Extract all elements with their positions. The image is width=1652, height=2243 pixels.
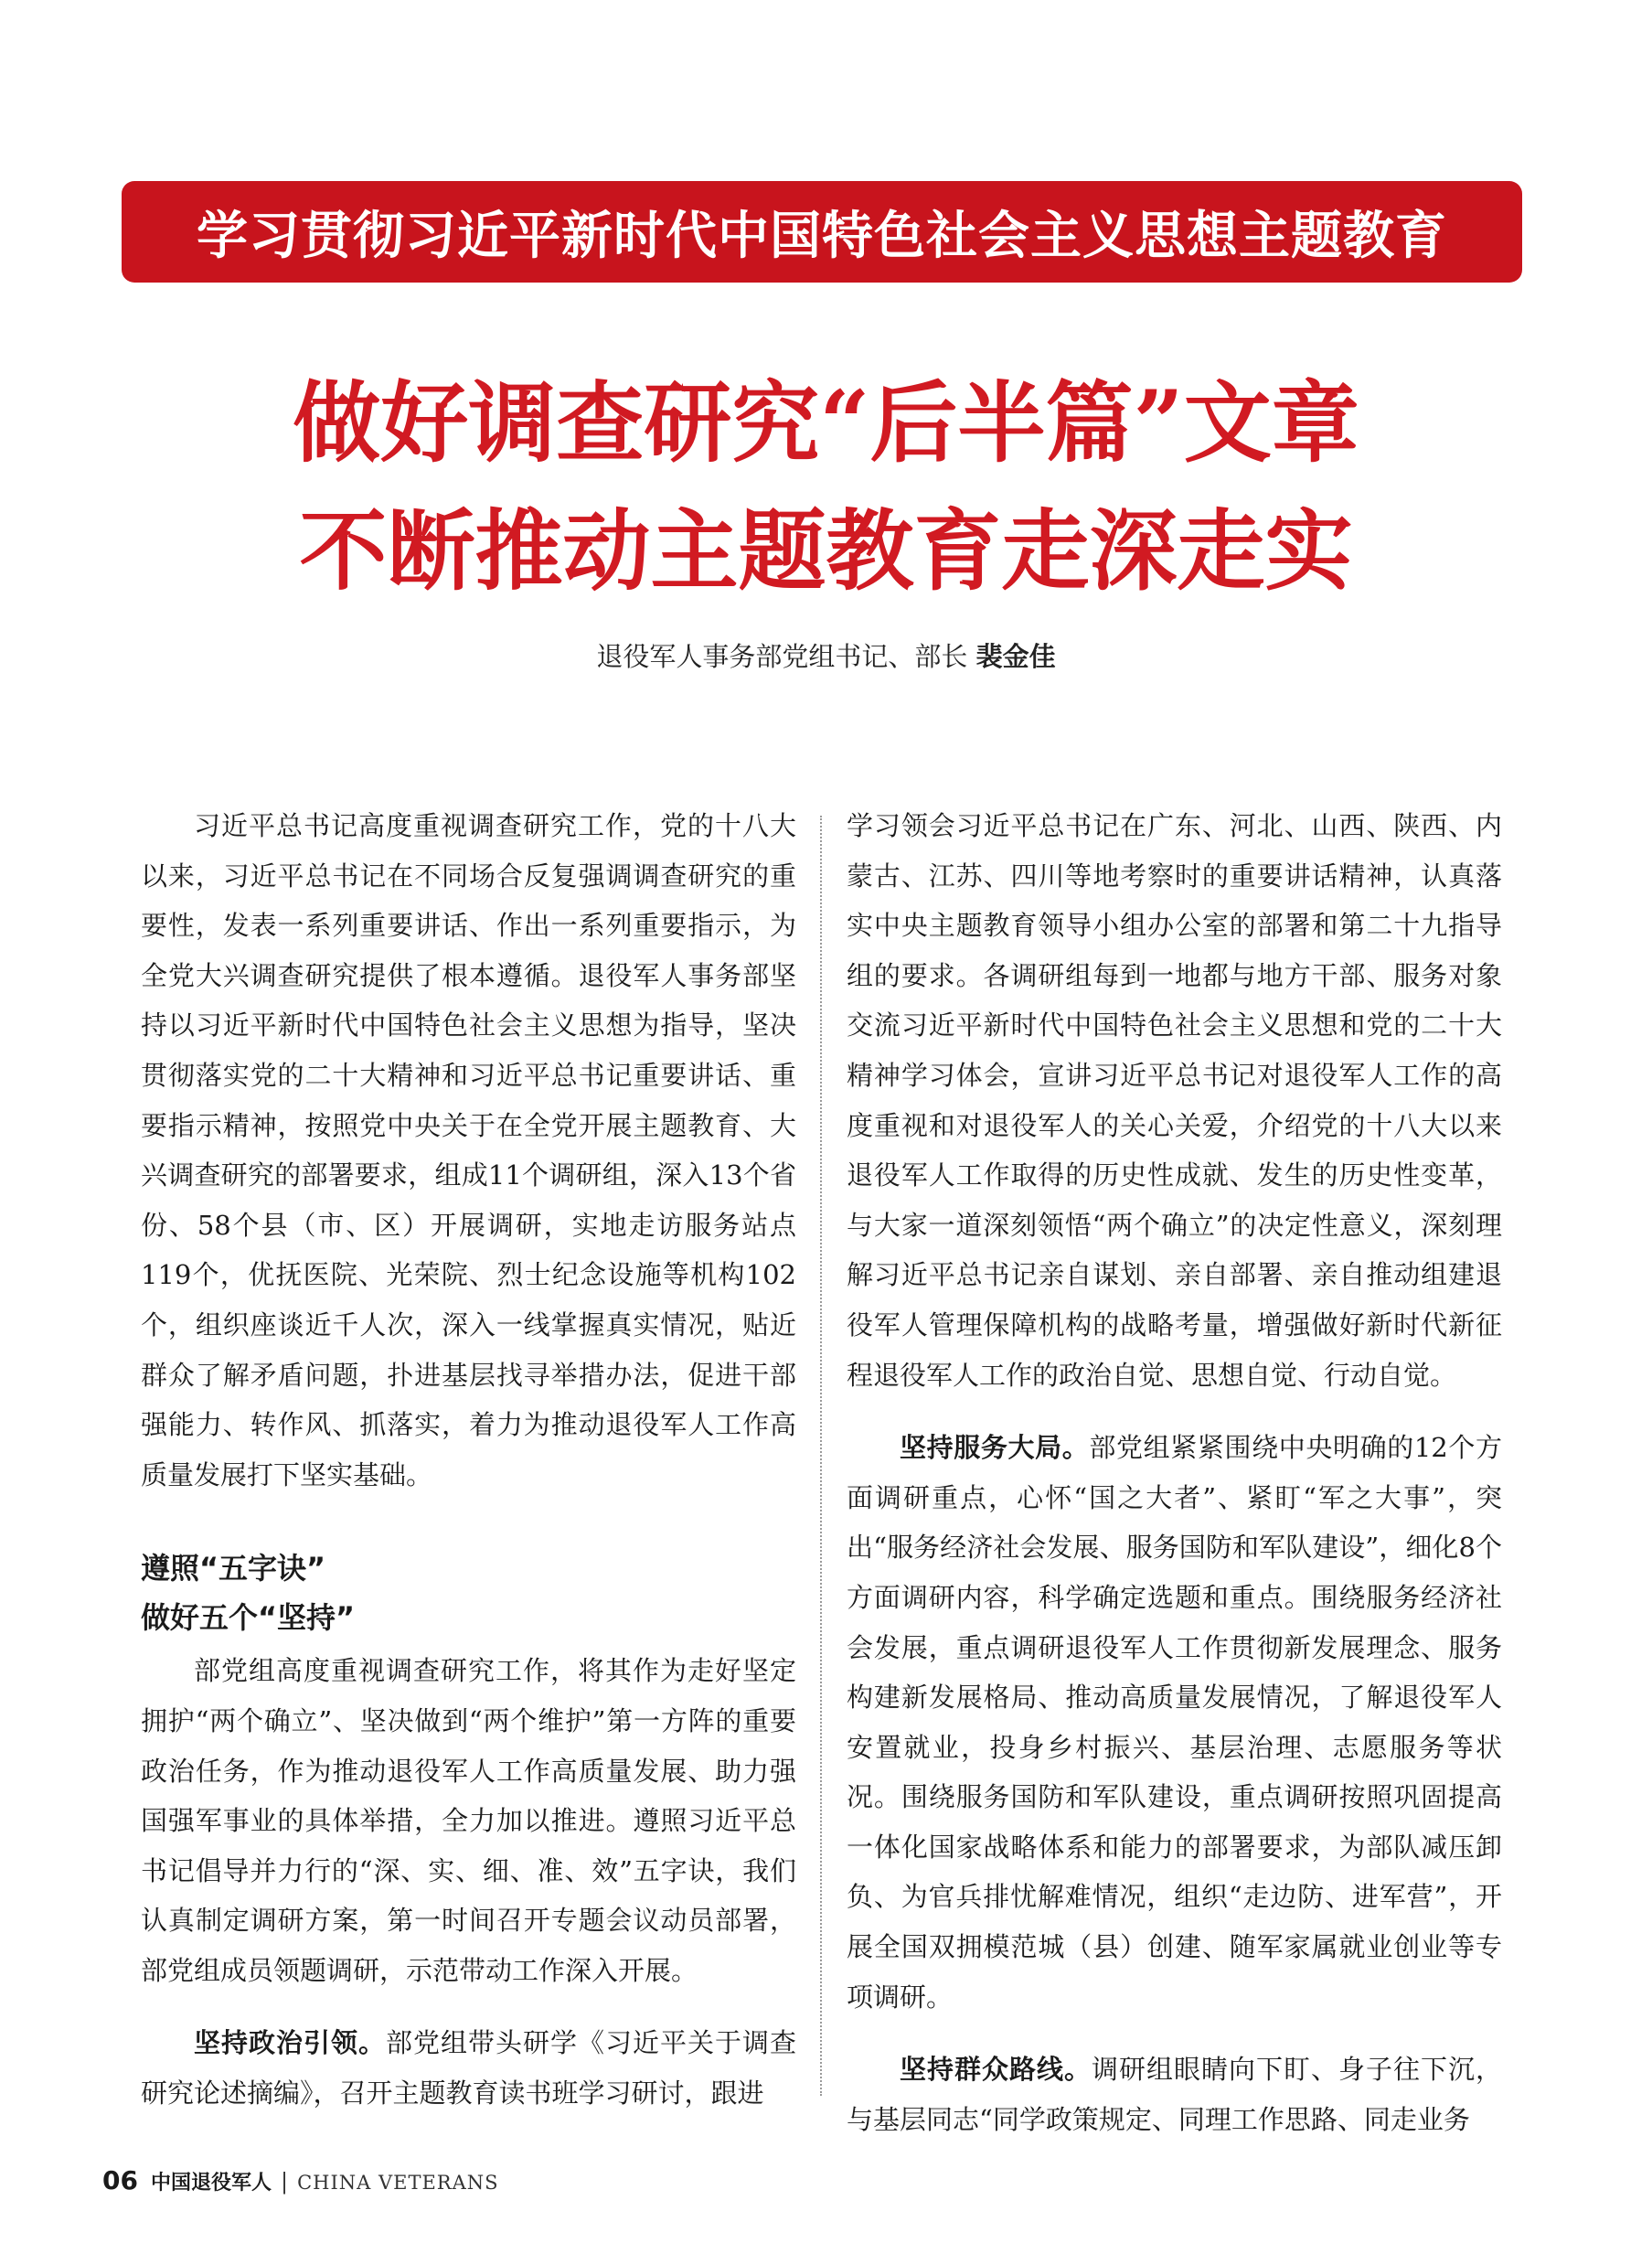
section-banner: 学习贯彻习近平新时代中国特色社会主义思想主题教育 [122, 181, 1522, 283]
paragraph-text: 调研组眼睛向下盯、身子往下沉，与基层同志“同学政策规定、同理工作思路、同走业务 [847, 2054, 1502, 2135]
section-heading-line-2: 做好五个“坚持” [141, 1600, 356, 1636]
byline [0, 636, 1652, 674]
footer-separator: | [280, 2169, 289, 2195]
paragraph-text: 部党组带头研学《习近平关于调查研究论述摘编》，召开主题教育读书班学习研讨，跟进 [141, 2027, 796, 2109]
section-heading [141, 1543, 796, 1642]
magazine-name-en: CHINA VETERANS [297, 2172, 499, 2194]
intro-paragraph: 习近平总书记高度重视调查研究工作，党的十八大以来，习近平总书记在不同场合反复强调调查研究的重要性，发表一系列重要讲话、作出一系列重要指示，为全党大兴调查研究提供了根本遵循。退役军人事务部坚持以习近平新时代中国特色社会主义思想为指导，坚决贯彻落实党的二十大精神和习近平总书记重要讲话、重要指示精神，按照党中央关于在全党开展主题教育、大兴调查研究的部署要求，组成11个调研组，深入13个省份、58个县（市、区）开展调研，实地走访服务站点119个，优抚医院、光荣院、烈士纪念设施等机构102个，组织座谈近千人次，深入一线掌握真实情况，贴近群众了解矛盾问题，扑进基层找寻举措办法，促进干部强能力、转作风、抓落实，着力为推动退役军人工作高质量发展打下坚实基础。 [141, 810, 796, 1490]
body-paragraph [847, 1423, 1502, 2022]
page-footer [102, 2165, 499, 2195]
paragraph-lead: 坚持政治引领。 [194, 2027, 386, 2059]
section-heading-line-1: 遵照“五字诀” [141, 1551, 326, 1586]
left-column [141, 801, 796, 2119]
magazine-name: 中国退役军人 [150, 2172, 272, 2195]
body-paragraph: 学习领会习近平总书记在广东、河北、山西、陕西、内蒙古、江苏、四川等地考察时的重要讲话精神，认真落实中央主题教育领导小组办公室的部署和第二十九指导组的要求。各调研组每到一地都与地方干部、服务对象交流习近平新时代中国特色社会主义思想和党的二十大精神学习体会，宣讲习近平总书记对退役军人工作的高度重视和对退役军人的关心关爱，介绍党的十八大以来退役军人工作取得的历史性成就、发生的历史性变革，与大家一道深刻领悟“两个确立”的决定性意义，深刻理解习近平总书记亲自谋划、亲自部署、亲自推动组建退役军人管理保障机构的战略考量，增强做好新时代新征程退役军人工作的政治自觉、思想自觉、行动自觉。 [847, 810, 1502, 1391]
paragraph-lead: 坚持群众路线。 [900, 2054, 1092, 2086]
article-title-line-1: 做好调查研究“后半篇”文章 [293, 371, 1359, 475]
body-paragraph [141, 2018, 796, 2118]
body-paragraph [847, 2045, 1502, 2144]
article-title-line-2: 不断推动主题教育走深走实 [299, 499, 1353, 603]
author-name: 裴金佳 [975, 641, 1056, 672]
column-divider [820, 816, 822, 2096]
author-position: 退役军人事务部党组书记、部长 [596, 641, 968, 672]
body-paragraph: 部党组高度重视调查研究工作，将其作为走好坚定拥护“两个确立”、坚决做到“两个维护”第一方阵的重要政治任务，作为推动退役军人工作高质量发展、助力强国强军事业的具体举措，全力加以推进。遵照习近平总书记倡导并力行的“深、实、细、准、效”五字诀，我们认真制定调研方案，第一时间召开专题会议动员部署，部党组成员领题调研，示范带动工作深入开展。 [141, 1655, 796, 1986]
paragraph-lead: 坚持服务大局。 [900, 1432, 1090, 1464]
paragraph-text: 部党组紧紧围绕中央明确的12个方面调研重点，心怀“国之大者”、紧盯“军之大事”，突出“服务经济社会发展、服务国防和军队建设”，细化8个方面调研内容，科学确定选题和重点。围绕服务经济社会发展，重点调研退役军人工作贯彻新发展理念、服务构建新发展格局、推动高质量发展情况，了解退役军人安置就业，投身乡村振兴、基层治理、志愿服务等状况。围绕服务国防和军队建设，重点调研按照巩固提高一体化国家战略体系和能力的部署要求，为部队减压卸负、为官兵排忧解难情况，组织“走边防、进军营”，开展全国双拥模范城（县）创建、随军家属就业创业等专项调研。 [847, 1432, 1502, 2013]
page-number: 06 [102, 2165, 138, 2195]
right-column [847, 801, 1502, 2144]
